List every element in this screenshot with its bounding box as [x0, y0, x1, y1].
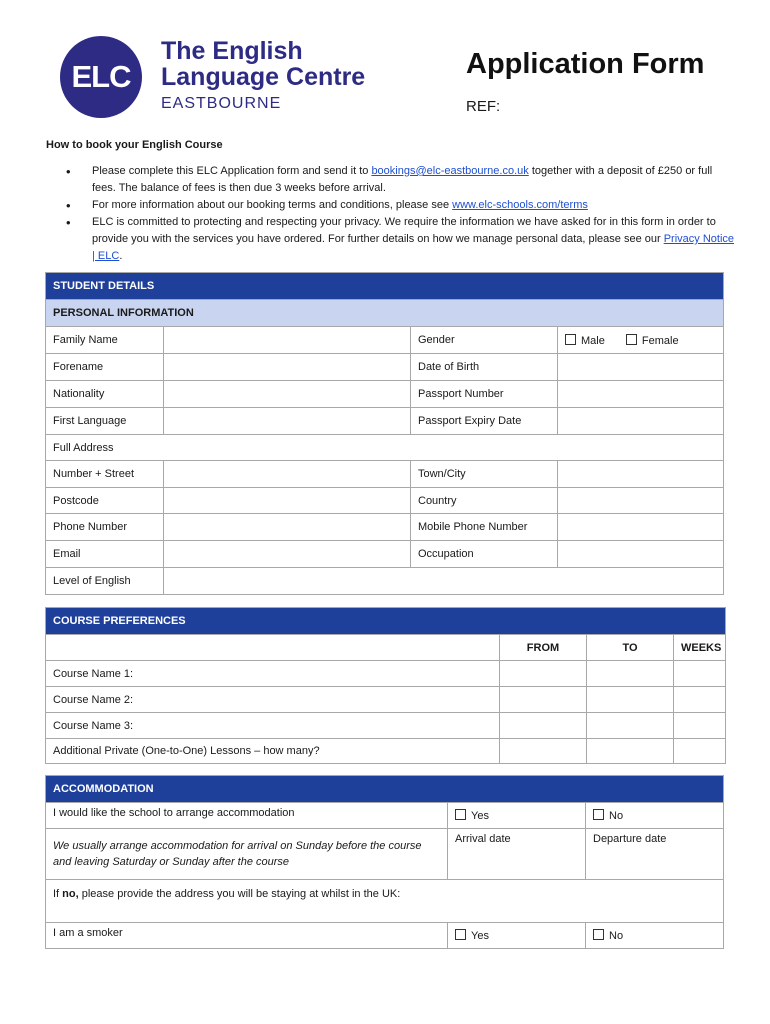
- gender-field: [558, 327, 724, 354]
- smoker-label: I am a smoker: [46, 923, 448, 949]
- course-2-weeks-field[interactable]: [674, 687, 726, 713]
- private-to-field[interactable]: [587, 739, 674, 764]
- passport-number-label: Passport Number: [411, 381, 558, 408]
- checkbox-icon: [455, 929, 466, 940]
- student-details-header: STUDENT DETAILS: [46, 273, 724, 300]
- level-label: Level of English: [46, 568, 164, 595]
- smoker-no-label: No: [609, 930, 624, 942]
- male-checkbox[interactable]: [565, 334, 605, 347]
- logo-line-1: The English: [161, 37, 303, 65]
- course-preferences-table: [45, 607, 726, 764]
- smoker-no-cell: [586, 923, 724, 949]
- checkbox-icon: [593, 929, 604, 940]
- course-3-from-field[interactable]: [500, 713, 587, 739]
- dob-label: Date of Birth: [411, 354, 558, 381]
- country-label: Country: [411, 488, 558, 514]
- uk-address-text: If: [53, 888, 63, 900]
- howto-heading: How to book your English Course: [46, 139, 223, 151]
- from-header: FROM: [500, 635, 587, 661]
- course-blank-header: [46, 635, 500, 661]
- phone-label: Phone Number: [46, 514, 164, 541]
- bullet-privacy: [66, 214, 736, 265]
- accommodation-table: [45, 775, 724, 949]
- bullet-terms: [66, 197, 736, 214]
- forename-field[interactable]: [164, 354, 411, 381]
- ref-label: REF:: [466, 98, 501, 115]
- family-name-label: Family Name: [46, 327, 164, 354]
- female-label: Female: [641, 334, 679, 347]
- level-field[interactable]: [164, 568, 724, 595]
- logo-line-2: Language Centre: [161, 63, 366, 91]
- logo-text: [161, 38, 365, 113]
- checkbox-icon: [455, 809, 466, 820]
- departure-date-field[interactable]: Departure date: [586, 829, 724, 880]
- smoker-no-checkbox[interactable]: [593, 929, 623, 942]
- dob-field[interactable]: [558, 354, 724, 381]
- family-name-field[interactable]: [164, 327, 411, 354]
- course-name-3-field[interactable]: Course Name 3:: [46, 713, 500, 739]
- private-from-field[interactable]: [500, 739, 587, 764]
- arrange-accommodation-label: I would like the school to arrange accommodation: [46, 803, 448, 829]
- course-1-weeks-field[interactable]: [674, 661, 726, 687]
- forename-label: Forename: [46, 354, 164, 381]
- uk-address-no: no,: [62, 888, 79, 900]
- course-2-to-field[interactable]: [587, 687, 674, 713]
- bullet-3-text: ELC is committed to protecting and respecting your privacy. We require the information we have asked for in this form in order to provide you with the services you have ordered. For further details on how we manage personal data, please see our: [92, 216, 716, 245]
- bullet-booking: [66, 163, 736, 197]
- privacy-notice-link[interactable]: Privacy Notice | ELC: [92, 233, 735, 262]
- first-language-field[interactable]: [164, 408, 411, 435]
- passport-expiry-field[interactable]: [558, 408, 724, 435]
- email-field[interactable]: [164, 541, 411, 568]
- uk-address-text-end: please provide the address you will be staying at whilst in the UK:: [78, 888, 401, 900]
- course-3-to-field[interactable]: [587, 713, 674, 739]
- checkbox-icon: [565, 334, 576, 345]
- bullet-1-text-end: together with a deposit of £250 or full fees. The balance of fees is then due 3 weeks before arrival.: [92, 165, 713, 194]
- howto-bullets: [66, 163, 736, 265]
- arrange-yes-cell: [448, 803, 586, 829]
- course-3-weeks-field[interactable]: [674, 713, 726, 739]
- first-language-label: First Language: [46, 408, 164, 435]
- postcode-field[interactable]: [164, 488, 411, 514]
- page-title: Application Form: [466, 48, 705, 80]
- yes-label: Yes: [471, 810, 489, 822]
- private-lessons-field[interactable]: Additional Private (One-to-One) Lessons – how many?: [46, 739, 500, 764]
- uk-address-field[interactable]: [46, 880, 724, 923]
- checkbox-icon: [593, 809, 604, 820]
- mobile-label: Mobile Phone Number: [411, 514, 558, 541]
- smoker-yes-checkbox[interactable]: [455, 929, 489, 942]
- male-label: Male: [581, 334, 605, 347]
- smoker-yes-label: Yes: [471, 930, 489, 942]
- occupation-label: Occupation: [411, 541, 558, 568]
- mobile-field[interactable]: [558, 514, 724, 541]
- country-field[interactable]: [558, 488, 724, 514]
- course-preferences-header: COURSE PREFERENCES: [46, 608, 726, 635]
- bullet-3-text-end: .: [119, 250, 123, 262]
- private-weeks-field[interactable]: [674, 739, 726, 764]
- terms-link[interactable]: www.elc-schools.com/terms: [452, 199, 588, 211]
- elc-logo: [60, 36, 380, 120]
- bullet-1-text: Please complete this ELC Application form and send it to: [92, 165, 372, 177]
- nationality-field[interactable]: [164, 381, 411, 408]
- female-checkbox[interactable]: [626, 334, 679, 347]
- phone-field[interactable]: [164, 514, 411, 541]
- course-2-from-field[interactable]: [500, 687, 587, 713]
- number-street-field[interactable]: [164, 461, 411, 488]
- passport-expiry-label: Passport Expiry Date: [411, 408, 558, 435]
- nationality-label: Nationality: [46, 381, 164, 408]
- passport-number-field[interactable]: [558, 381, 724, 408]
- logo-mark: ELC: [60, 36, 142, 118]
- town-city-field[interactable]: [558, 461, 724, 488]
- occupation-field[interactable]: [558, 541, 724, 568]
- full-address-label: Full Address: [46, 435, 724, 461]
- weeks-header: WEEKS: [674, 635, 726, 661]
- number-street-label: Number + Street: [46, 461, 164, 488]
- arrange-yes-checkbox[interactable]: [455, 809, 489, 822]
- booking-email-link[interactable]: bookings@elc-eastbourne.co.uk: [371, 165, 529, 177]
- email-label: Email: [46, 541, 164, 568]
- gender-label: Gender: [411, 327, 558, 354]
- personal-info-header: PERSONAL INFORMATION: [46, 300, 724, 327]
- no-label: No: [609, 810, 624, 822]
- course-name-1-field[interactable]: Course Name 1:: [46, 661, 500, 687]
- arrange-no-cell: [586, 803, 724, 829]
- logo-line-3: EASTBOURNE: [161, 95, 282, 112]
- smoker-yes-cell: [448, 923, 586, 949]
- postcode-label: Postcode: [46, 488, 164, 514]
- town-city-label: Town/City: [411, 461, 558, 488]
- arrange-no-checkbox[interactable]: [593, 809, 623, 822]
- course-1-from-field[interactable]: [500, 661, 587, 687]
- course-name-2-field[interactable]: Course Name 2:: [46, 687, 500, 713]
- accommodation-note: We usually arrange accommodation for arrival on Sunday before the course and leaving Saturday or Sunday after the course: [46, 829, 448, 880]
- to-header: TO: [587, 635, 674, 661]
- bullet-2-text: For more information about our booking terms and conditions, please see: [92, 199, 453, 211]
- student-details-table: [45, 272, 724, 595]
- course-1-to-field[interactable]: [587, 661, 674, 687]
- accommodation-header: ACCOMMODATION: [46, 776, 724, 803]
- checkbox-icon: [626, 334, 637, 345]
- arrival-date-field[interactable]: Arrival date: [448, 829, 586, 880]
